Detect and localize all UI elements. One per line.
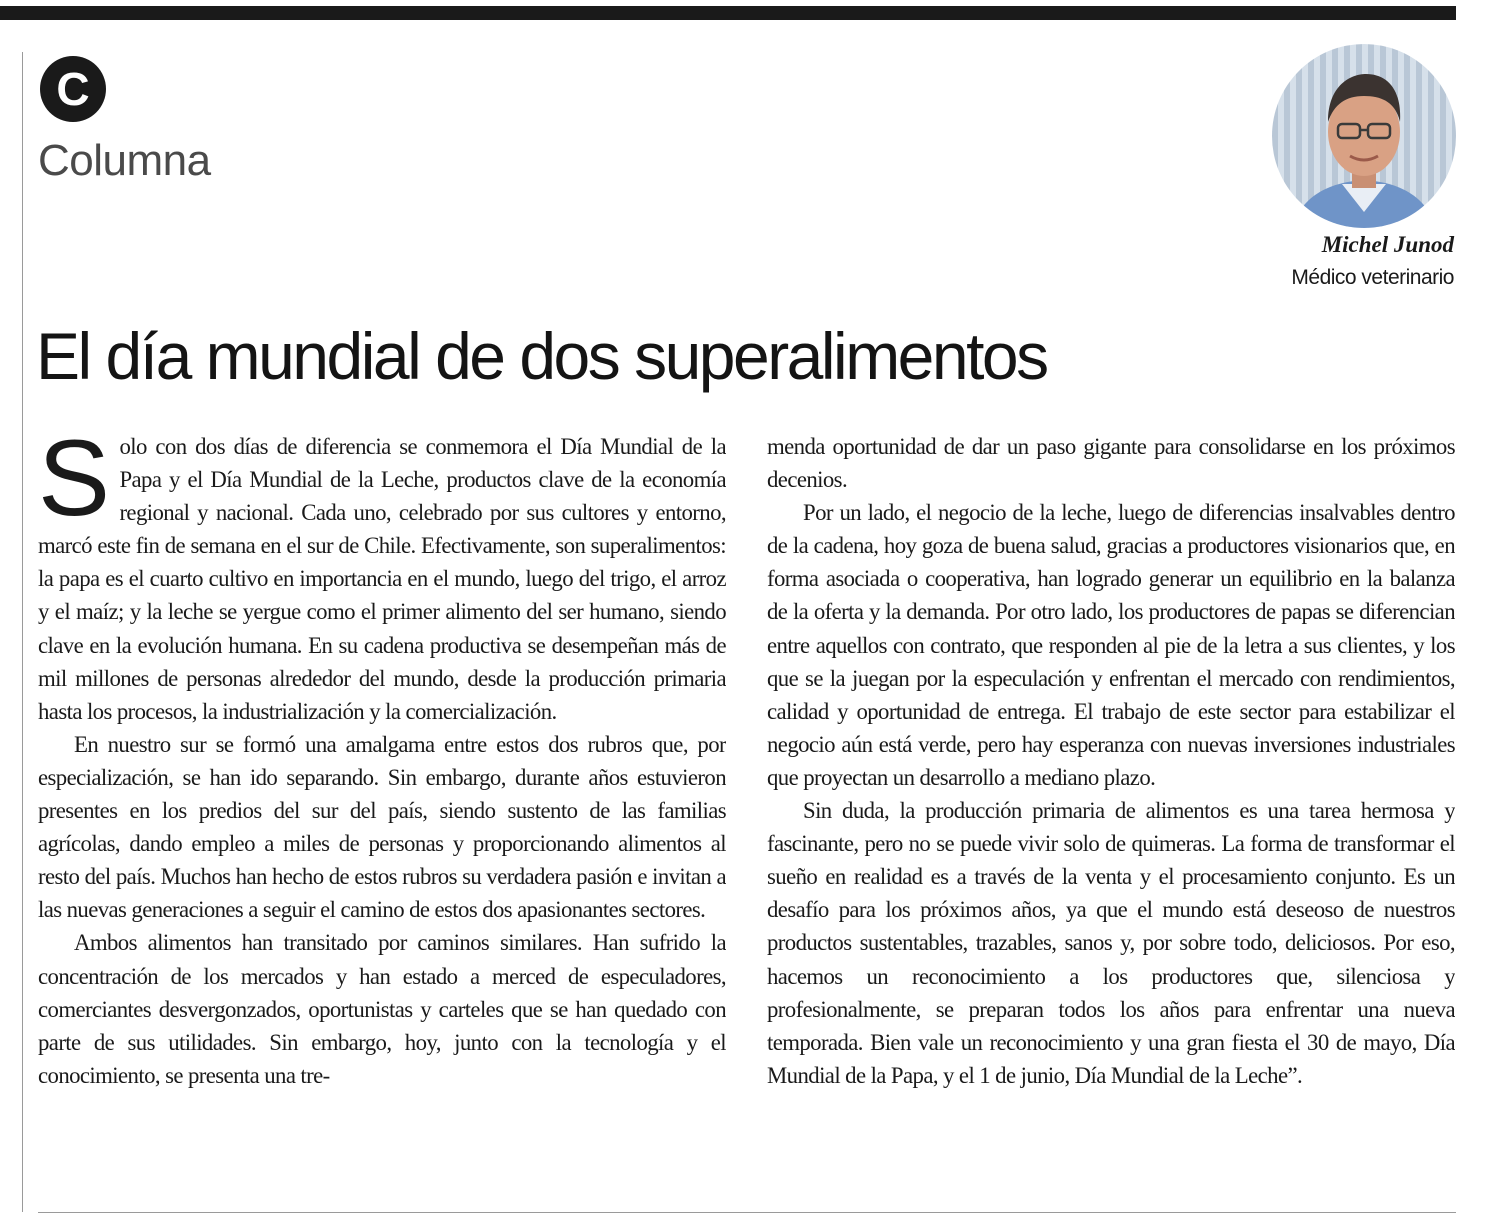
author-photo: [1272, 44, 1456, 228]
article-paragraph: menda oportunidad de dar un paso gigante para consolidarse en los próximos decenios.: [767, 434, 1455, 493]
article-paragraph: Por un lado, el negocio de la leche, luego de diferencias insalvables dentro de la cadena, hoy goza de buena salud, gracias a productores visionarios que, en forma asociada o cooperativa, han logrado generar un equilibrio en la balanza de la oferta y la demanda. Por otro lado, los productores de papas se diferencian entre aquellos con contrato, que responden al pie de la letra a sus clientes, y los que se la juegan por la especulación y enfrentan el mercado con rendimientos, calidad y oportunidad de entrega. El trabajo de este sector para estabilizar el negocio aún está verde, pero hay esperanza con nuevas inversiones industriales que proyectan un desarrollo a mediano plazo.: [767, 500, 1455, 790]
article-paragraph: Sin duda, la producción primaria de alimentos es una tarea hermosa y fascinante, pero no se puede vivir solo de quimeras. La forma de transformar el sueño en realidad es a través de la venta y el procesamiento conjunto. Es un desafío para los próximos años, ya que el mundo está deseoso de nuestros productos sustentables, trazables, sanos y, por sobre todo, deliciosos. Por eso, hacemos un reconocimiento a los productores que, silenciosa y profesionalmente, se preparan todos los años para enfrentar una nueva temporada. Bien vale un reconocimiento y una gran fiesta el 30 de mayo, Día Mundial de la Papa, y el 1 de junio, Día Mundial de la Leche”.: [767, 798, 1455, 1088]
bottom-rule: [38, 1212, 1456, 1213]
top-rule: [0, 6, 1456, 20]
article-paragraph: Solo con dos días de diferencia se conmemora el Día Mundial de la Papa y el Día Mundial de la Leche, productos clave de la economía regional y nacional. Cada uno, celebrado por sus cultores y entorno, marcó este fin de semana en el sur de Chile. Efectivamente, son superalimentos: la papa es el cuarto cultivo en importancia en el mundo, luego del trigo, el arroz y el maíz; y la leche se yergue como el primer alimento del ser humano, siendo clave en la evolución humana. En su cadena productiva se desempeñan más de mil millones de personas alrededor del mundo, desde la producción primaria hasta los procesos, la industrialización y la comercialización.: [38, 430, 726, 724]
author-name: Michel Junod: [1321, 232, 1454, 257]
headline: El día mundial de dos superalimentos: [36, 319, 1047, 393]
section-badge: C: [40, 56, 106, 122]
article-column-right: [767, 430, 1455, 1200]
section-label: Columna: [38, 136, 211, 185]
article-paragraph: En nuestro sur se formó una amalgama entre estos dos rubros que, por especialización, se han ido separando. Sin embargo, durante años estuvieron presentes en los predios del sur del país, siendo sustento de las familias agrícolas, dando empleo a miles de personas y proporcionando alimentos al resto del país. Muchos han hecho de estos rubros su verdadera pasión e invitan a las nuevas generaciones a seguir el camino de estos dos apasionantes sectores.: [38, 731, 726, 923]
left-rule: [22, 52, 23, 1212]
article-paragraph: Ambos alimentos han transitado por caminos similares. Han sufrido la concentración de los mercados y han estado a merced de especuladores, comerciantes desvergonzados, oportunistas y carteles que se han quedado con parte de sus utilidades. Sin embargo, hoy, junto con la tecnología y el conocimiento, se presenta una tre-: [38, 930, 726, 1088]
author-portrait-icon: [1272, 44, 1456, 228]
author-role: Médico veterinario: [1291, 266, 1454, 289]
drop-cap: S: [38, 430, 110, 538]
article-column-left: [38, 430, 726, 1200]
